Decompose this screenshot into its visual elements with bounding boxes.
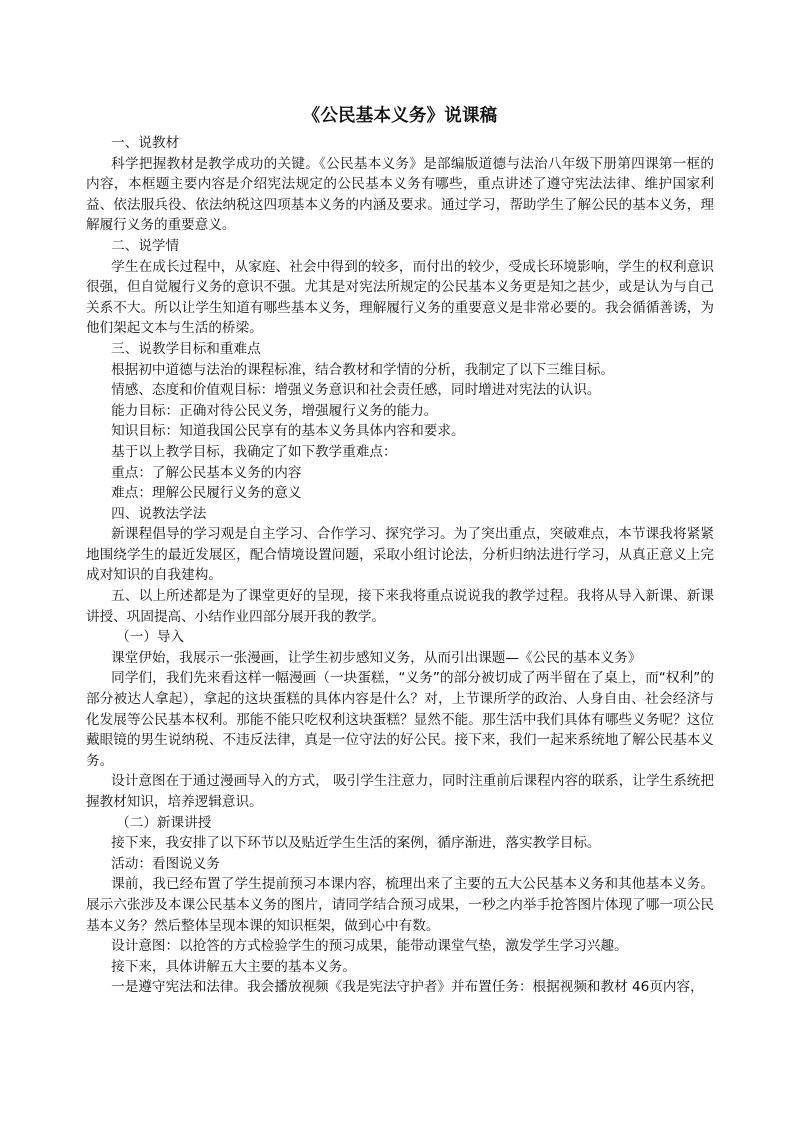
paragraph: 课堂伊始，我展示一张漫画，让学生初步感知义务，从而引出课题—《公民的基本义务》: [111, 649, 642, 666]
paragraph: 接下来，我安排了以下环节以及贴近学生生活的案例，循序渐进，落实教学目标。: [111, 835, 601, 852]
paragraph: 接下来，具体讲解五大主要的基本义务。: [111, 958, 356, 975]
paragraph: （二）新课讲授: [116, 814, 212, 831]
paragraph: 五、以上所述都是为了课堂更好的呈现，接下来我将重点说说我的教学过程。我将从导入新课、新课讲授、巩固提高、小结作业四部分展开我的教学。: [86, 588, 714, 625]
paragraph: 课前，我已经布置了学生提前预习本课内容，梳理出来了主要的五大公民基本义务和其他基本义务。展示六张涉及本课公民基本义务的图片，请同学结合预习成果，一秒之内举手抢答图片体现了哪一项公民基本义务？然后整体呈现本课的知识框架，做到心中有数。: [86, 876, 714, 934]
paragraph: 新课程倡导的学习观是自主学习、合作学习、探究学习。为了突出重点，突破难点，本节课我将紧紧地围绕学生的最近发展区，配合情境设置问题，采取小组讨论法，分析归纳法进行学习，从真正意义上完成对知识的自我建构。: [86, 526, 714, 584]
paragraph: 知识目标：知道我国公民享有的基本义务具体内容和要求。: [111, 423, 465, 440]
paragraph: 情感、态度和价值观目标：增强义务意识和社会责任感，同时增进对宪法的认识。: [111, 382, 601, 399]
paragraph: 学生在成长过程中，从家庭、社会中得到的较多，而付出的较少，受成长环境影响，学生的权利意识很强，但自觉履行义务的意识不强。尤其是对宪法所规定的公民基本义务更是知之甚少，或是认为与自己关系不大。所以让学生知道有哪些基本义务，理解履行义务的重要意义是非常必要的。我会循循善诱，为他们架起文本与生活的桥梁。: [86, 258, 714, 337]
paragraph: 四、说教法学法: [111, 505, 207, 522]
paragraph: 三、说教学目标和重难点: [111, 340, 261, 357]
paragraph: 基于以上教学目标，我确定了如下教学重难点：: [111, 443, 397, 460]
paragraph: （一）导入: [116, 629, 185, 646]
paragraph: 科学把握教材是教学成功的关键。《公民基本义务》是部编版道德与法治八年级下册第四课第一框的内容，本框题主要内容是介绍宪法规定的公民基本义务有哪些，重点讲述了遵守宪法法律、维护国家利益、依法服兵役、依法纳税这四项基本义务的内涵及要求。通过学习，帮助学生了解公民的基本义务，理解履行义务的重要意义。: [86, 155, 714, 234]
paragraph: 能力目标：正确对待公民义务，增强履行义务的能力。: [111, 402, 438, 419]
paragraph: 一是遵守宪法和法律。我会播放视频《我是宪法守护者》并布置任务：根据视频和教材 46页内容，: [111, 979, 704, 996]
document-body: [86, 133, 714, 998]
paragraph: 二、说学情: [111, 237, 180, 254]
paragraph: 活动：看图说义务: [111, 855, 220, 872]
paragraph: 重点：了解公民基本义务的内容: [111, 464, 302, 481]
paragraph: 设计意图：以抢答的方式检验学生的预习成果，能带动课堂气垫，激发学生学习兴趣。: [111, 938, 628, 955]
paragraph: 一、说教材: [111, 135, 180, 151]
document-title: 《公民基本义务》说课稿: [302, 106, 498, 126]
paragraph: 难点：理解公民履行义务的意义: [111, 485, 302, 502]
paragraph: 设计意图在于通过漫画导入的方式， 吸引学生注意力，同时注重前后课程内容的联系，让学生系统把握教材知识，培养逻辑意识。: [86, 773, 714, 810]
paragraph: 根据初中道德与法治的课程标准，结合教材和学情的分析，我制定了以下三维目标。: [111, 361, 615, 378]
paragraph: 同学们，我们先来看这样一幅漫画（一块蛋糕，“义务”的部分被切成了两半留在了桌上，而“权利”的部分被达人拿起），拿起的这块蛋糕的具体内容是什么？对，上节课所学的政治、人身自由、社会经济与化发展等公民基本权利。那能不能只吃权利这块蛋糕？显然不能。那生活中我们具体有哪些义务呢？这位戴眼镜的男生说纳税、不违反法律，真是一位守法的好公民。接下来，我们一起来系统地了解公民基本义务。: [86, 670, 714, 769]
